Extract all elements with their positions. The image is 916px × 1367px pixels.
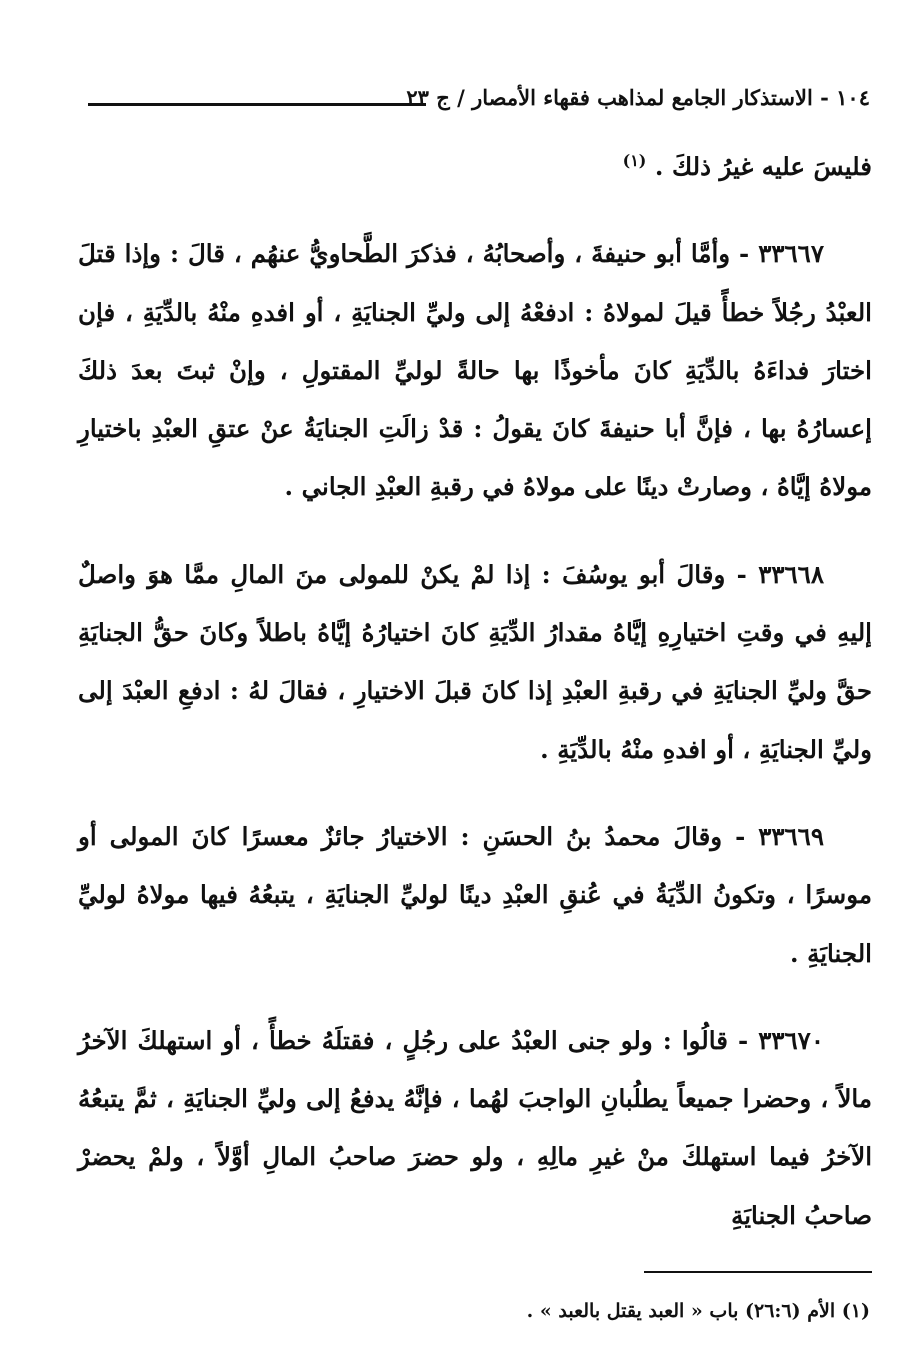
footnote-rule xyxy=(644,1271,872,1273)
paragraph-33670: ٣٣٦٧٠ - قالُوا : ولو جنى العبْدُ على رجُلٍ ، فقتلَهُ خطأً ، أو استهلكَ الآخرُ مالاً ، وحضرا جميعاً يطلُبانِ الواجبَ لهُما ، فإنَّهُ يدفعُ إلى وليِّ الجنايَةِ ، ثمَّ يتبعُهُ الآخرُ فيما استهلكَ منْ غيرِ مالِهِ ، ولو حضرَ صاحبُ المالِ أوَّلاً ، ولمْ يحضرْ صاحبُ الجنايَةِ xyxy=(78,1025,872,1230)
paragraph-33668: ٣٣٦٦٨ - وقالَ أبو يوسُفَ : إذا لمْ يكنْ للمولى منَ المالِ ممَّا هوَ واصلٌ إليهِ في وقتِ اختيارِهِ إيَّاهُ مقدارُ الدِّيَةِ كانَ اختيارُهُ إيَّاهُ باطلاً وكانَ حقُّ الجنايَةِ حقَّ وليِّ الجنايَةِ في رقبةِ العبْدِ إذا كانَ قبلَ الاختيارِ ، فقالَ لهُ : ادفعِ العبْدَ إلى وليِّ الجنايَةِ ، أو افدهِ منْهُ بالدِّيَةِ . xyxy=(78,559,872,764)
page-header xyxy=(88,82,870,118)
footnote xyxy=(527,1296,870,1326)
footnote-reference: (١) xyxy=(622,150,647,170)
paragraph-text: فليسَ عليه غيرُ ذلكَ . xyxy=(654,152,872,181)
running-header: ١٠٤ - الاستذكار الجامع لمذاهب فقهاء الأمصار / ج ٢٣ xyxy=(406,85,870,110)
header-rule xyxy=(88,103,426,106)
footnote-number: (١) xyxy=(841,1300,870,1322)
paragraph-continuation xyxy=(78,138,872,196)
footnote-book-title: الأم xyxy=(807,1300,836,1322)
footnote-citation: (٢٦:٦) باب « العبد يقتل بالعبد » . xyxy=(526,1300,801,1322)
paragraph-33667: ٣٣٦٦٧ - وأمَّا أبو حنيفةَ ، وأصحابُهُ ، فذكرَ الطَّحاويُّ عنهُم ، قالَ : وإذا قتلَ العبْدُ رجُلاً خطأً قيلَ لمولاهُ : ادفعْهُ إلى وليِّ الجنايَةِ ، أو افدهِ منْهُ بالدِّيَةِ ، فإن اختارَ فداءَهُ بالدِّيَةِ كانَ مأخوذًا بها حالةً لوليِّ المقتولِ ، وإنْ ثبتَ بعدَ ذلكَ إعسارُهُ بها ، فإنَّ أبا حنيفةَ كانَ يقولُ : قدْ زالَتِ الجنايَةُ عنْ عتقِ العبْدِ باختيارِ مولاهُ إيَّاهُ ، وصارتْ دينًا على مولاهُ في رقبةِ العبْدِ الجاني . xyxy=(78,239,872,502)
main-text xyxy=(78,138,872,1245)
paragraph-33669: ٣٣٦٦٩ - وقالَ محمدُ بنُ الحسَنِ : الاختيارُ جائزٌ معسرًا كانَ المولى أو موسرًا ، وتكونُ الدِّيَةُ في عُنقِ العبْدِ دينًا لوليِّ الجنايَةِ ، يتبعُهُ فيها مولاهُ لوليِّ الجنايَةِ . xyxy=(78,821,872,968)
